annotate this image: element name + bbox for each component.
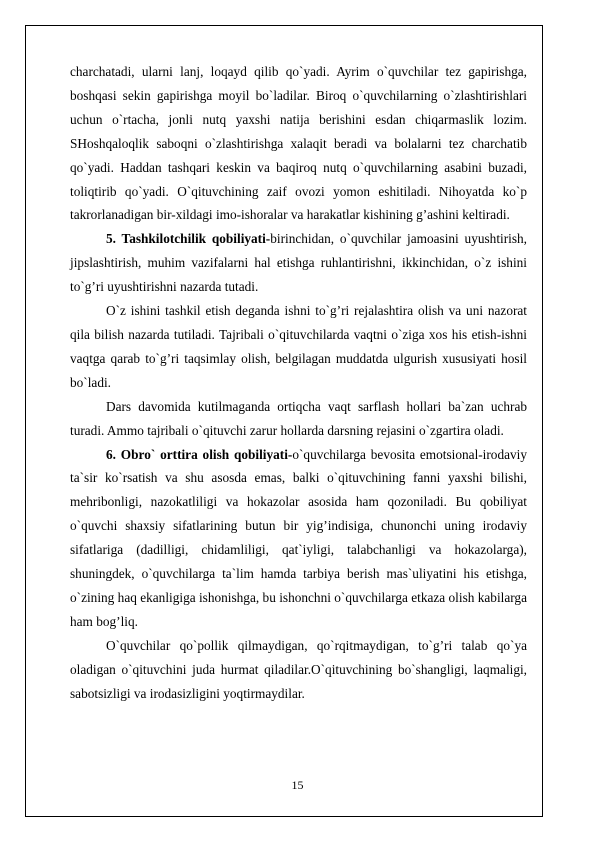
paragraph-text: Dars davomida kutilmaganda ortiqcha vaqt sarflash hollari ba`zan uchrab turadi. Ammo tajribali o`qituvchi zarur hollarda darsning rejasini o`zgartira oladi. — [70, 398, 527, 438]
paragraph-self-organization — [70, 299, 527, 395]
paragraph-lesson-time — [70, 395, 527, 443]
paragraph-text: O`quvchilar qo`pollik qilmaydigan, qo`rqitmaydigan, to`g’ri talab qo`ya oladigan o`qituvchini juda hurmat qiladilar.O`qituvchining bo`shangligi, laqmaligi, sabotsizligi va irodasizligini yoqtirmaydilar. — [70, 637, 527, 701]
paragraph-organizational-ability — [70, 227, 527, 299]
document-body — [70, 60, 527, 705]
paragraph-heading: 5. Tashkilotchilik qobiliyati- — [106, 231, 271, 247]
page-number: 15 — [291, 778, 304, 792]
paragraph-student-respect — [70, 634, 527, 706]
paragraph-text: charchatadi, ularni lanj, loqayd qilib qo`yadi. Ayrim o`quvchilar tez gapirishga, boshqasi sekin gapirishga moyil bo`ladilar. Biroq o`quvchilarning o`zlashtirishlari uchun o`rtacha, jonli nutq yaxshi natija berishini esdan chiqarmaslik lozim. SHoshqaloqlik saboqni o`zlashtirishga xalaqit beradi va bolalarni tez charchatib qo`yadi. Haddan tashqari keskin va baqiroq nutq o`quvchilarning asabini buzadi, toliqtirib qo`yadi. O`qituvchining zaif ovozi yomon eshitiladi. Nihoyatda ko`p takrorlanadigan bir-xildagi imo-ishoralar va harakatlar kishining g’ashini keltiradi. — [70, 64, 527, 223]
paragraph-text: o`quvchilarga bevosita emotsional-irodaviy ta`sir ko`rsatish va shu asosda emas, balki o`qituvchining fanni yaxshi bilishi, mehribonligi, nazokatliligi va hokazolar asosida ham qozoniladi. Bu qobiliyat o`quvchi shaxsiy sifatlarining butun bir yig’indisiga, chunonchi uning irodaviy sifatlariga (dadilligi, chidamliligi, qat`iyligi, talabchanligi va hokazolarga), shuningdek, o`quvchilarga ta`lim hamda tarbiya berish mas`uliyatini his etishga, o`zining haq ekanligiga ishonishga, bu ishonchni o`quvchilarga etkaza olish kabilarga ham bog’liq. — [70, 446, 527, 629]
paragraph-text: birinchidan, o`quvchilar jamoasini uyushtirish, jipslashtirish, muhim vazifalarni hal etishga ruhlantirishni, ikkinchidan, o`z ishini to`g’ri uyushtirishni nazarda tutadi. — [70, 231, 527, 295]
paragraph-authority-ability — [70, 443, 527, 634]
paragraph-heading: 6. Obro` orttira olish qobiliyati- — [106, 446, 293, 462]
paragraph-text: O`z ishini tashkil etish deganda ishni to`g’ri rejalashtira olish va uni nazorat qila bilish nazarda tutiladi. Tajribali o`qituvchilarda vaqtni o`ziga xos his etish-ishni vaqtga qarab to`g’ri taqsimlay olish, belgilagan muddatda ulgurish xususiyati hosil bo`ladi. — [70, 303, 527, 390]
paragraph-speech-pace — [70, 60, 527, 227]
